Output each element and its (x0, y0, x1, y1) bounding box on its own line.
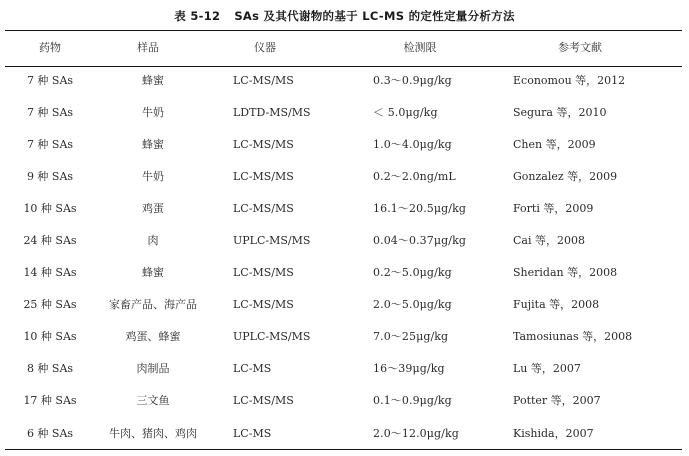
cell-drug: 17 种 SAs (23, 394, 77, 407)
table-title: SAs 及其代谢物的基于 LC-MS 的定性定量分析方法 (234, 9, 515, 23)
cell-instrument: UPLC-MS/MS (233, 330, 311, 343)
cell-instrument: LC-MS/MS (233, 74, 294, 87)
cell-sample: 蜂蜜 (142, 74, 164, 87)
cell-detection-limit: 0.04～0.37μg/kg (373, 234, 466, 247)
cell-reference: Gonzalez 等，2009 (513, 170, 618, 183)
cell-reference: Potter 等，2007 (513, 394, 601, 407)
cell-instrument: LC-MS/MS (233, 170, 294, 183)
top-rule (5, 30, 682, 31)
cell-sample: 三文鱼 (136, 394, 170, 407)
cell-drug: 8 种 SAs (26, 362, 74, 375)
cell-instrument: LC-MS/MS (233, 394, 294, 407)
cell-reference: Tamosiunas 等，2008 (513, 330, 633, 343)
cell-drug: 24 种 SAs (23, 234, 77, 247)
cell-reference: Segura 等，2010 (513, 106, 607, 119)
cell-reference: Kishida，2007 (513, 427, 594, 440)
table-row (0, 199, 689, 219)
header-detection-limit: 检测限 (403, 41, 437, 54)
cell-reference: Cai 等，2008 (513, 234, 585, 247)
cell-detection-limit: 2.0～5.0μg/kg (373, 298, 452, 311)
header-sample: 样品 (137, 41, 159, 54)
cell-sample: 牛奶 (142, 170, 164, 183)
cell-sample: 肉 (147, 234, 159, 247)
cell-instrument: LC-MS/MS (233, 138, 294, 151)
cell-reference: Economou 等，2012 (513, 74, 626, 87)
cell-sample: 肉制品 (136, 362, 170, 375)
table-header-row (0, 38, 689, 58)
cell-drug: 7 种 SAs (26, 106, 74, 119)
table-row (0, 424, 689, 444)
cell-detection-limit: 2.0～12.0μg/kg (373, 427, 459, 440)
cell-sample: 牛奶 (142, 106, 164, 119)
table-row (0, 391, 689, 411)
table-caption (0, 8, 689, 24)
cell-sample: 牛肉、猪肉、鸡肉 (109, 427, 197, 440)
cell-instrument: LDTD-MS/MS (233, 106, 311, 119)
cell-detection-limit: 1.0～4.0μg/kg (373, 138, 452, 151)
cell-reference: Forti 等，2009 (513, 202, 594, 215)
cell-detection-limit: 16～39μg/kg (373, 362, 445, 375)
table-row (0, 327, 689, 347)
cell-detection-limit: ＜ 5.0μg/kg (373, 106, 438, 119)
cell-detection-limit: 0.1～0.9μg/kg (373, 394, 452, 407)
cell-instrument: LC-MS (233, 362, 272, 375)
cell-drug: 7 种 SAs (26, 138, 74, 151)
table-row (0, 263, 689, 283)
cell-reference: Fujita 等，2008 (513, 298, 600, 311)
cell-instrument: LC-MS/MS (233, 298, 294, 311)
cell-drug: 9 种 SAs (26, 170, 74, 183)
table-row (0, 71, 689, 91)
cell-sample: 鸡蛋 (142, 202, 164, 215)
cell-drug: 7 种 SAs (26, 74, 74, 87)
table-row (0, 295, 689, 315)
cell-detection-limit: 0.2～5.0μg/kg (373, 266, 452, 279)
cell-drug: 14 种 SAs (23, 266, 77, 279)
cell-reference: Lu 等，2007 (513, 362, 581, 375)
cell-sample: 家畜产品、海产品 (109, 298, 197, 311)
table-row (0, 231, 689, 251)
cell-detection-limit: 0.2～2.0ng/mL (373, 170, 456, 183)
cell-sample: 蜂蜜 (142, 138, 164, 151)
header-instrument: 仪器 (254, 41, 276, 54)
cell-drug: 6 种 SAs (26, 427, 74, 440)
cell-sample: 蜂蜜 (142, 266, 164, 279)
cell-reference: Chen 等，2009 (513, 138, 596, 151)
cell-reference: Sheridan 等，2008 (513, 266, 618, 279)
cell-drug: 10 种 SAs (23, 202, 77, 215)
header-drug: 药物 (39, 41, 61, 54)
cell-instrument: UPLC-MS/MS (233, 234, 311, 247)
header-reference: 参考文献 (558, 41, 602, 54)
cell-drug: 10 种 SAs (23, 330, 77, 343)
table-row (0, 167, 689, 187)
table-number: 表 5-12 (174, 9, 221, 23)
cell-instrument: LC-MS/MS (233, 202, 294, 215)
table-row (0, 103, 689, 123)
cell-instrument: LC-MS (233, 427, 272, 440)
cell-detection-limit: 16.1～20.5μg/kg (373, 202, 466, 215)
cell-instrument: LC-MS/MS (233, 266, 294, 279)
table-row (0, 135, 689, 155)
bottom-rule (5, 449, 682, 450)
cell-drug: 25 种 SAs (23, 298, 77, 311)
header-rule (5, 66, 682, 67)
cell-detection-limit: 0.3～0.9μg/kg (373, 74, 452, 87)
cell-detection-limit: 7.0～25μg/kg (373, 330, 449, 343)
table-row (0, 359, 689, 379)
cell-sample: 鸡蛋、蜂蜜 (125, 330, 181, 343)
